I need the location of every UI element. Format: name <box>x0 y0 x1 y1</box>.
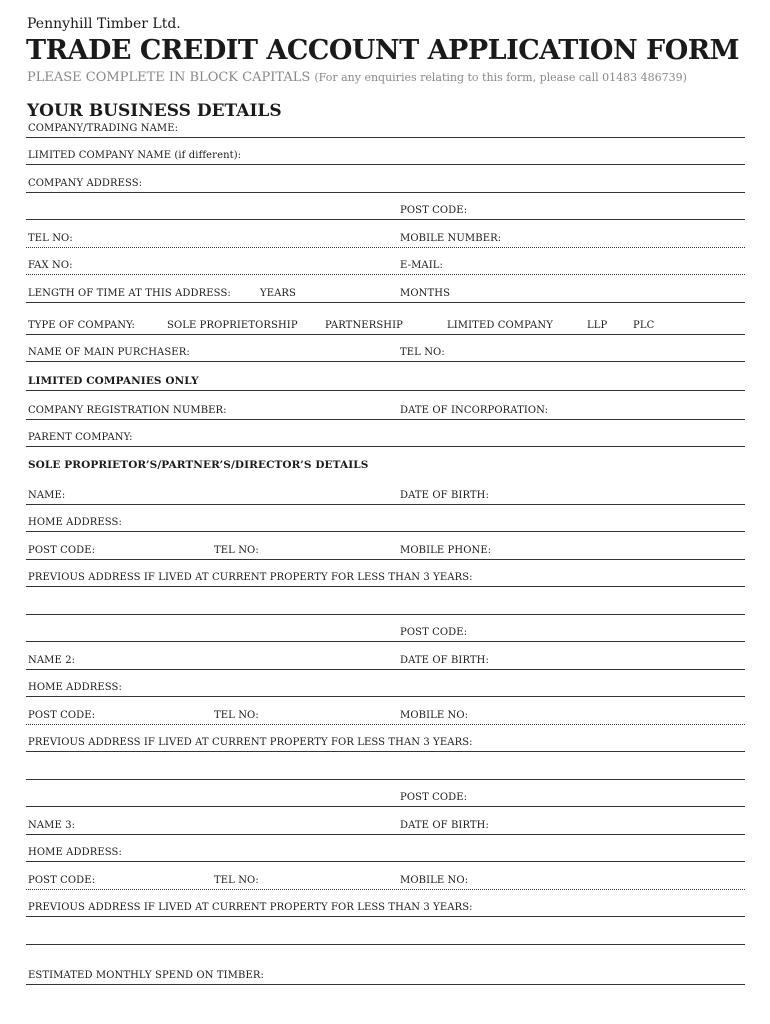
field-label: MOBILE NO: <box>400 710 469 721</box>
field-label: E-MAIL: <box>400 260 443 271</box>
field-label: COMPANY/TRADING NAME: <box>28 123 179 134</box>
form-row[interactable] <box>26 310 745 335</box>
field-label: MOBILE PHONE: <box>400 545 492 556</box>
form-row[interactable] <box>26 645 745 670</box>
field-label: NAME 3: <box>28 820 76 831</box>
field-label: HOME ADDRESS: <box>28 517 122 528</box>
form-row[interactable] <box>26 480 745 505</box>
form-row[interactable] <box>26 755 745 780</box>
form-row[interactable] <box>26 395 745 420</box>
form-row[interactable] <box>26 810 745 835</box>
field-label: TEL NO: <box>214 545 259 556</box>
field-label: PARTNERSHIP <box>325 320 403 331</box>
enquiry-note: (For any enquiries relating to this form, please call 01483 486739) <box>314 71 687 84</box>
form-row[interactable] <box>26 168 745 193</box>
instructions <box>27 70 687 85</box>
field-label: NAME OF MAIN PURCHASER: <box>28 347 190 358</box>
form-row[interactable] <box>26 250 745 275</box>
form-row[interactable] <box>26 337 745 362</box>
form-row[interactable] <box>26 920 745 945</box>
company-name: Pennyhill Timber Ltd. <box>27 16 181 32</box>
form-title: TRADE CREDIT ACCOUNT APPLICATION FORM <box>26 35 740 66</box>
field-label: POST CODE: <box>28 545 96 556</box>
instruction-text: PLEASE COMPLETE IN BLOCK CAPITALS <box>27 70 311 85</box>
field-label: LENGTH OF TIME AT THIS ADDRESS: <box>28 288 231 299</box>
field-label: MONTHS <box>400 288 451 299</box>
field-label: TYPE OF COMPANY: <box>28 320 136 331</box>
field-label: YEARS <box>260 288 297 299</box>
field-label: PREVIOUS ADDRESS IF LIVED AT CURRENT PROPERTY FOR LESS THAN 3 YEARS: <box>28 572 473 583</box>
field-label: HOME ADDRESS: <box>28 847 122 858</box>
form-row[interactable] <box>26 782 745 807</box>
section-title: YOUR BUSINESS DETAILS <box>27 101 282 121</box>
field-label: MOBILE NO: <box>400 875 469 886</box>
field-label: NAME: <box>28 490 66 501</box>
field-label: TEL NO: <box>28 233 73 244</box>
field-label: LIMITED COMPANIES ONLY <box>28 375 199 387</box>
form-row[interactable] <box>26 195 745 220</box>
field-label: POST CODE: <box>400 205 468 216</box>
form-row[interactable] <box>26 700 745 725</box>
form-row[interactable] <box>26 140 745 165</box>
form-row[interactable] <box>26 892 745 917</box>
field-label: PREVIOUS ADDRESS IF LIVED AT CURRENT PROPERTY FOR LESS THAN 3 YEARS: <box>28 737 473 748</box>
form-row[interactable] <box>26 113 745 138</box>
form-row[interactable] <box>26 617 745 642</box>
field-label: POST CODE: <box>28 875 96 886</box>
field-label: TEL NO: <box>214 710 259 721</box>
field-label: ESTIMATED MONTHLY SPEND ON TIMBER: <box>28 970 264 981</box>
form-row[interactable] <box>26 672 745 697</box>
form-row[interactable] <box>26 366 745 391</box>
field-label: LLP <box>587 320 608 331</box>
field-label: PREVIOUS ADDRESS IF LIVED AT CURRENT PROPERTY FOR LESS THAN 3 YEARS: <box>28 902 473 913</box>
field-label: DATE OF BIRTH: <box>400 820 489 831</box>
form-row[interactable] <box>26 422 745 447</box>
field-label: COMPANY ADDRESS: <box>28 178 143 189</box>
field-label: DATE OF BIRTH: <box>400 490 489 501</box>
field-label: SOLE PROPRIETORSHIP <box>167 320 298 331</box>
field-label: PARENT COMPANY: <box>28 432 133 443</box>
form-row[interactable] <box>26 960 745 985</box>
form-row[interactable] <box>26 535 745 560</box>
field-label: HOME ADDRESS: <box>28 682 122 693</box>
field-label: DATE OF BIRTH: <box>400 655 489 666</box>
field-label: POST CODE: <box>28 710 96 721</box>
field-label: PLC <box>633 320 655 331</box>
field-label: COMPANY REGISTRATION NUMBER: <box>28 405 227 416</box>
field-label: LIMITED COMPANY NAME (if different): <box>28 150 242 161</box>
form-row[interactable] <box>26 865 745 890</box>
form-row[interactable] <box>26 278 745 303</box>
field-label: NAME 2: <box>28 655 76 666</box>
field-label: MOBILE NUMBER: <box>400 233 502 244</box>
form-row[interactable] <box>26 223 745 248</box>
field-label: DATE OF INCORPORATION: <box>400 405 549 416</box>
form-row[interactable] <box>26 450 745 474</box>
field-label: POST CODE: <box>400 627 468 638</box>
field-label: POST CODE: <box>400 792 468 803</box>
form-row[interactable] <box>26 590 745 615</box>
field-label: LIMITED COMPANY <box>447 320 553 331</box>
field-label: FAX NO: <box>28 260 73 271</box>
form-row[interactable] <box>26 727 745 752</box>
field-label: TEL NO: <box>214 875 259 886</box>
form-row[interactable] <box>26 837 745 862</box>
field-label: TEL NO: <box>400 347 445 358</box>
field-label: SOLE PROPRIETOR’S/PARTNER’S/DIRECTOR’S DETAILS <box>28 459 369 471</box>
form-row[interactable] <box>26 562 745 587</box>
form-row[interactable] <box>26 507 745 532</box>
